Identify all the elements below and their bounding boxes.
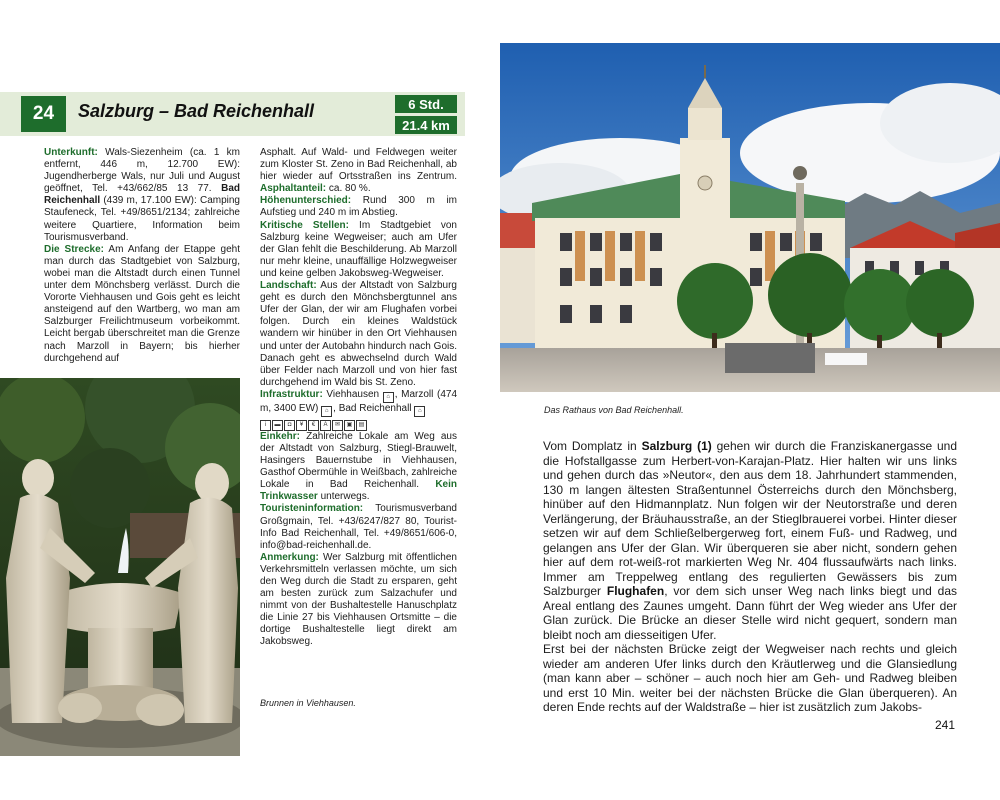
landschaft-text: Aus der Altstadt von Salzburg geht es durch den Mönchsbergtunnel ans Ufer der Glan, der wir am Flughafen vorbei folgen. Durch ein kleines Waldstück wandern wir hinüber in den Ort Viehhausen und unter der Autobahn hindurch nach Gois. Danach geht es abwechselnd durch Wald über Felder nach Marzoll und von hier fast durchgehend im Wald bis St. Zeno. xyxy=(260,280,457,388)
train-icon: ▣ xyxy=(344,420,355,431)
route-description xyxy=(543,439,957,715)
hoehe-label: Höhenunterschied: xyxy=(260,195,352,207)
unterkunft-text-2: (439 m, 17.100 EW): Camping Staufeneck, Tel. +49/8651/2134; zahlreiche weitere Quartiere, Information beim Tourismusverband. xyxy=(44,195,240,243)
strecke-continued xyxy=(260,147,457,195)
fountain-photo xyxy=(0,378,240,756)
landschaft-paragraph xyxy=(260,280,457,389)
infra-text-3: , Bad Reichenhall xyxy=(333,402,415,414)
kritisch-paragraph xyxy=(260,220,457,280)
route-paragraph-1 xyxy=(543,439,957,642)
bed-icon: ▬ xyxy=(272,420,283,431)
anmerkung-label: Anmerkung: xyxy=(260,551,319,563)
salzburg-waypoint: Salzburg (1) xyxy=(641,439,712,453)
unterkunft-place-label: Bad Reichenhall xyxy=(44,183,240,207)
asphalt-label: Asphaltanteil: xyxy=(260,183,327,195)
route-text-e: , vor dem sich unser Weg nach links biegt und das Areal entlang des Zaunes umgeht. Dann führt der Weg wieder ans Ufer der Glan zurück. Die Brücke an dieser Stelle wird nicht gequert, sondern man bleibt noch am diesseitigen Ufer. xyxy=(543,584,957,642)
pharmacy-icon: A xyxy=(320,420,331,431)
restaurant-icon: ¥ xyxy=(296,420,307,431)
bus-icon: ⌂ xyxy=(414,406,425,417)
bus-icon: ▤ xyxy=(356,420,367,431)
unterkunft-label: Unterkunft: xyxy=(44,147,98,158)
touristen-label: Touristeninformation: xyxy=(260,503,364,515)
strecke-continued-text: Asphalt. Auf Wald- und Feldwegen weiter zum Kloster St. Zeno in Bad Reichenhall, ab hier wieder auf Ortsstraßen ins Zentrum. xyxy=(260,147,457,183)
bank-icon: € xyxy=(308,420,319,431)
strecke-label: Die Strecke: xyxy=(44,243,104,255)
etappe-title: Salzburg – Bad Reichenhall xyxy=(78,101,315,121)
touristen-text: Tourismusverband Großgmain, Tel. +43/6247/827 80, Tourist-Info Bad Reichenhall, Tel. +49/8651/606-0, info@bad-reichenhall.de. xyxy=(260,503,457,551)
infrastruktur-paragraph xyxy=(260,389,457,431)
flughafen-waypoint: Flughafen xyxy=(606,584,665,598)
distance-badge: 21.4 km xyxy=(395,116,457,134)
infra-label: Infrastruktur: xyxy=(260,388,323,400)
einkehr-label: Einkehr: xyxy=(260,430,301,442)
unterkunft-paragraph xyxy=(44,147,240,244)
duration-badge: 6 Std. xyxy=(395,95,457,113)
anmerkung-text: Wer Salzburg mit öffentlichen Verkehrsmitteln verlassen möchte, um sich den Weg durch die Stadt zu ersparen, geht am besten zurück zum Salzachufer und nimmt von der Bushaltestelle Hanuschplatz die Linie 27 bis Viehhausen Ortsmitte – die dortige Bushaltestelle liegt direkt am Jakobsweg. xyxy=(260,551,457,648)
fountain-caption: Brunnen in Viehhausen. xyxy=(260,698,356,708)
touristen-paragraph xyxy=(260,503,457,551)
einkehr-paragraph xyxy=(260,431,457,504)
infra-text-2: , Marzoll (474 m, 3400 EW) xyxy=(260,388,458,414)
rathaus-photo xyxy=(500,43,1000,392)
trinkwasser-label: Kein Trinkwasser xyxy=(260,479,457,503)
unterkunft-text: Wals-Siezenheim (ca. 1 km entfernt, 446 m, 12.700 EW): Jugendherberge Wals, nur Juli und August geöffnet, Tel. +43/662/85 13 77. xyxy=(44,147,240,195)
bus-icon: ⌂ xyxy=(383,392,394,403)
landschaft-label: Landschaft: xyxy=(260,280,317,292)
route-text-c: gehen wir durch die Franziskanergasse und die Hofstallgasse zum Herbert-von-Karajan-Platz. Hier halten wir uns links und gehen durch das »Neutor«, den aus dem 18. Jahrhundert stammenden, 130 m langen ältesten Straßentunnel Österreichs durch den Mönchsberg, hinüber auf den Hidmannplatz. Nun folgen wir der Neutorstraße und deren Verlängerung, der Bräuhausstraße, an der Stieglbrauerei vorbei. Hinter dieser setzen wir auf dem Schließelbergerweg fort, einem Fuß- und Radweg, und gelangen ans Ufer der Glan. Wir überqueren sie aber nicht, sondern gehen hier auf dem rot-weiß-rot markierten Weg Nr. 404 flussaufwärts nach links. Immer am Treppelweg entlang des regulierten Gewässers bis zum Salzburger xyxy=(543,439,957,598)
route-paragraph-2: Erst bei der nächsten Brücke zeigt der Wegweiser nach rechts und gleich wieder am anderen Ufer links durch den Kräutlerweg und die Glansiedlung (man kann aber – schöner – auch noch hier am Geh- und Radweg bleiben und erst 10 Min. weiter bei der nächsten Brücke die Glan überqueren). An deren Ende rechts auf der Waldstraße – hier ist zusätzlich zum Jakobs- xyxy=(543,642,957,714)
kritisch-text: Im Stadtgebiet von Salzburg keine Wegweiser; auch am Ufer der Glan fehlt die Beschilderung. Ab Marzoll nur mehr kleine, unauffällige Holzwegweiser und keine gelben Jakobsweg-Wegweiser. xyxy=(260,219,457,279)
rathaus-caption: Das Rathaus von Bad Reichenhall. xyxy=(544,405,684,415)
route-text-a: Vom Domplatz in xyxy=(543,439,642,453)
hoehe-paragraph xyxy=(260,195,457,219)
trinkwasser-text: unterwegs. xyxy=(317,491,370,503)
anmerkung-paragraph xyxy=(260,552,457,649)
bus-icon: ⌂ xyxy=(321,406,332,417)
etappe-number: 24 xyxy=(21,96,66,132)
info-icon: i xyxy=(260,420,271,431)
strecke-text: Am Anfang der Etappe geht man durch das Stadtgebiet von Salzburg, wobei man die Altstadt durch einen Tunnel unter dem Mönchsberg verlässt. Durch die Vororte Viehhausen und Gois geht es leicht ansteigend auf den Wartberg, wo man am Salzburger Freilichtmuseum vorbeikommt. Leicht bergab überschreitet man die Grenze nach Marzoll in Bayern; bis hierher durchgehend auf xyxy=(44,243,241,364)
einkehr-text: Zahlreiche Lokale am Weg aus der Altstadt von Salzburg, Stiegl-Brauwelt, Hasingers Bauernstube in Viehhausen, Gasthof Obermühle in Weißbach, zahlreiche Lokale in Bad Reichenhall. xyxy=(260,430,457,491)
kritisch-label: Kritische Stellen: xyxy=(260,219,349,231)
shop-icon: ◘ xyxy=(284,420,295,431)
page-number: 241 xyxy=(935,718,956,732)
strecke-paragraph xyxy=(44,244,240,365)
hoehe-text: Rund 300 m im Aufstieg und 240 m im Abstieg. xyxy=(260,195,457,219)
asphalt-text: ca. 80 %. xyxy=(326,183,371,195)
infra-text-1: Viehhausen xyxy=(322,388,383,400)
info-column-left xyxy=(44,147,240,365)
post-icon: ✉ xyxy=(332,420,343,431)
info-column-right xyxy=(260,147,457,649)
